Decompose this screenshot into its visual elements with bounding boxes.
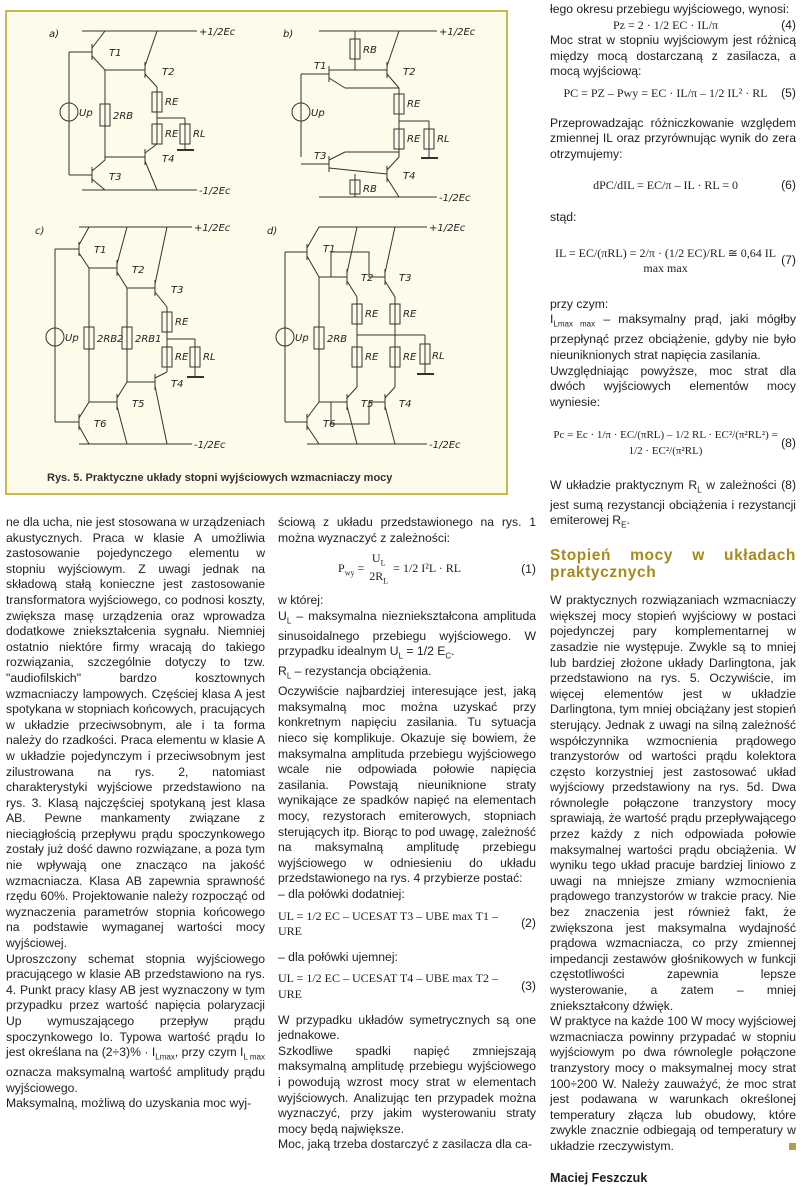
- paragraph: Moc strat w stopniu wyjściowym jest różnicą między mocą dostarczaną z zasilacza, a mocą wyjściową:: [550, 33, 796, 79]
- svg-text:-1/2Ec: -1/2Ec: [439, 193, 471, 204]
- svg-text:RE: RE: [365, 309, 379, 320]
- schematic-d: [267, 223, 466, 451]
- svg-text:RB: RB: [363, 184, 377, 195]
- svg-text:T4: T4: [403, 171, 416, 182]
- paragraph: Szkodliwe spadki napięć zmniejszają maksymalną amplitudę przebiegu wyjściowego i powodują wzrost mocy strat w elementach wyjściowych. Analizując ten przypadek można wyznaczyć, przy jakim wysterowaniu straty mocy będą największe.: [278, 1043, 536, 1136]
- equation-number: (1): [521, 561, 536, 576]
- svg-text:T4: T4: [399, 399, 412, 410]
- svg-text:RE: RE: [403, 352, 417, 363]
- svg-text:RE: RE: [407, 99, 421, 110]
- svg-text:RE: RE: [165, 129, 179, 140]
- svg-text:T2: T2: [361, 273, 374, 284]
- svg-text:RL: RL: [432, 351, 445, 362]
- svg-text:RE: RE: [365, 352, 379, 363]
- panel-label-d: d): [267, 226, 278, 237]
- svg-text:T3: T3: [399, 273, 412, 284]
- svg-text:T3: T3: [171, 285, 184, 296]
- svg-text:RE: RE: [407, 134, 421, 145]
- paragraph: W przypadku układów symetrycznych są one jednakowe.: [278, 1012, 536, 1043]
- svg-text:T1: T1: [314, 61, 327, 72]
- svg-text:T3: T3: [109, 172, 122, 183]
- svg-text:T2: T2: [403, 67, 416, 78]
- svg-text:RL: RL: [203, 352, 216, 363]
- paragraph: Maksymalną, możliwą do uzyskania moc wyj-: [6, 1096, 252, 1111]
- svg-text:RL: RL: [437, 134, 450, 145]
- paragraph: Uproszczony schemat stopnia wyjściowego pracującego w klasie AB przedstawiono na rys. 4. Punkt pracy klasy AB jest wyznaczony w tym przypadku przez wartość napięcia polaryzacji Up wymuszającego przepływ prądu spoczynkowego Io. Typowa wartość prądu Io jest określana na $(2\div 3)\% \cdot I_{Lmax}$, przy czym $I_{L max}$ oznacza maksymalną wartość amplitudy prądu wyjściowego.: [6, 951, 265, 1095]
- svg-text:T5: T5: [361, 399, 374, 410]
- svg-text:T4: T4: [171, 379, 184, 390]
- svg-text:Up: Up: [295, 333, 309, 344]
- column-3: [550, 2, 796, 1186]
- equation-4: Pz = 2 · 1/2 EC · IL/π (4): [612, 17, 796, 32]
- paragraph: stąd:: [550, 209, 577, 224]
- svg-text:+1/2Ec: +1/2Ec: [194, 223, 231, 234]
- svg-text:T1: T1: [109, 48, 122, 59]
- svg-text:RB: RB: [363, 45, 377, 56]
- schematics: [7, 12, 507, 462]
- source-a: Up: [79, 108, 93, 119]
- svg-text:Up: Up: [311, 108, 325, 119]
- svg-text:2RB: 2RB: [113, 111, 134, 122]
- column-2: [278, 515, 536, 1153]
- section-heading: Stopień mocy w układach praktycznych: [550, 547, 796, 582]
- equation-6: dPC/dIL = EC/π – IL · RL = 0 (6): [593, 178, 796, 193]
- paragraph: W praktyce na każde 100 W mocy wyjściowej wzmacniacza powinny przypadać w stopniu wyjściowym po dwa równolegle połączone tranzystory mocy o maksymalnej mocy strat 100÷200 W. Należy zauważyć, że moc strat jest podawana w warunkach określonej temperatury złącza lub obudowy, które zwykle znacznie odbiegają od temperatury w układzie rzeczywistym.: [550, 1014, 796, 1153]
- equation-7: IL = EC/(πRL) = 2/π · (1/2 EC)/RL ≅ 0,64 IL max max (7): [554, 245, 796, 276]
- figure-caption: Rys. 5. Praktyczne układy stopni wyjściowych wzmacniaczy mocy: [47, 472, 393, 484]
- column-1: [6, 515, 265, 1112]
- panel-label-b: b): [283, 29, 294, 40]
- equation-8: Pc = Ec · 1/π · EC/(πRL) – 1/2 RL · EC²/(π²RL²) = 1/2 · EC²/(π²RL) (8): [553, 429, 796, 457]
- paragraph: – dla połówki dodatniej:: [278, 886, 405, 901]
- paragraph: Moc, jaką trzeba dostarczyć z zasilacza dla ca-: [278, 1137, 533, 1152]
- svg-text:T1: T1: [94, 245, 107, 256]
- definition: $R_L$ – rezystancja obciążenia.: [278, 664, 432, 681]
- svg-text:T1: T1: [323, 244, 336, 255]
- panel-label-a: a): [49, 29, 60, 40]
- svg-text:RE: RE: [165, 97, 179, 108]
- svg-text:+1/2Ec: +1/2Ec: [429, 223, 466, 234]
- svg-text:-1/2Ec: -1/2Ec: [429, 440, 461, 451]
- panel-label-c: c): [35, 226, 45, 237]
- schematic-c: [35, 223, 231, 451]
- author: Maciej Feszczuk: [550, 1170, 648, 1185]
- paragraph: w której:: [278, 592, 324, 607]
- svg-text:T2: T2: [132, 265, 145, 276]
- svg-text:Up: Up: [65, 333, 79, 344]
- svg-text:RL: RL: [193, 129, 206, 140]
- paragraph: – dla połówki ujemnej:: [278, 949, 398, 964]
- svg-text:2RB2: 2RB2: [97, 334, 124, 345]
- definition: $U_L$ – maksymalna niezniekształcona amplituda sinusoidalnego przebiegu wyjściowego. W przypadku idealnym $U_L = 1/2$ $E_C$.: [278, 608, 536, 661]
- svg-text:T5: T5: [132, 399, 145, 410]
- paragraph: ściową z układu przedstawionego na rys. 1 można wyznaczyć z zależności:: [278, 515, 536, 545]
- svg-text:2RB: 2RB: [327, 334, 348, 345]
- paragraph: łego okresu przebiegu wyjściowego, wynosi:: [550, 2, 790, 16]
- paragraph: W praktycznych rozwiązaniach wzmacniaczy większej mocy stopień wyjściowy w postaci pojedynczej pary komplementarnej w zasadzie nie występuje. Zwykle są to mniej lub bardziej złożone układy Darlingtona, jak przedstawiono na rys. 5. Oczywiście, im więcej elementów jest w układzie Darlingtona, tym mniej obciążany jest stopień sterujący. Jednak z uwagi na silną zależność współczynnika wzmocnienia prądowego tranzystorów od wartości prądu kolektora często korzystniej jest zastosować układ wyjściowy przedstawiony na rys. 5d. Dwa równolegle połączone tranzystory mocy sprawiają, że wartość prądu przepływającego przez każdy z nich odpowiada połowie maksymalnej wartości prądu obciążenia. W wyniku tego układ pracuje bardziej liniowo z uwagi na mniejsze zmiany wzmocnienia prądowego tranzystorów w trakcie pracy. Nie bez znaczenia jest również fakt, że zwiększona jest maksymalna wydajność prądowa wzmacniacza, co przy zmiennej impedancji zestawów głośnikowych w funkcji częstotliwości zapewnia lepsze wysterowanie, a zatem – mniej zniekształcony dźwięk.: [550, 593, 796, 1013]
- svg-text:2RB1: 2RB1: [135, 334, 162, 345]
- svg-text:T4: T4: [162, 154, 175, 165]
- paragraph: Przeprowadzając różniczkowanie względem zmiennej IL oraz przyrównując wynik do zera otrzymujemy:: [550, 115, 796, 161]
- svg-text:T6: T6: [323, 419, 336, 430]
- svg-text:RE: RE: [175, 317, 189, 328]
- paragraph: ne dla ucha, nie jest stosowana w urządzeniach akustycznych. Praca w klasie A umożliwia zastosowanie pojedynczego elementu w stopniu wyjściowym. Z uwagi jednak na składową stałą konieczne jest zastosowanie transformatora wyjściowego, co podnosi koszty, zwiększa masę urządzenia oraz wprowadza dodatkowe zniekształcenia sygnału. Niemniej ostatnio niektóre firmy wracają do takiego rozwiązania, szczególnie dotyczy to tzw. "audiofilskich" bardzo kosztownych wzmacniaczy lampowych. Częściej klasa A jest spotykana w stopniach końcowych, pracujących w układzie przeciwsobnym, ale i ta forma należy do rzadkości. Praca elementu w klasie A w układzie pojedynczym i przeciwsobnym jest zilustrowana na rys. 2, natomiast charakterystyki wyjściowe przedstawiono na rys. 3. Klasą najczęściej spotykaną jest klasa AB. Pewne mankamenty związane z nieciągłością przepływu prądu spoczynkowego zostały już dość dawno rozwiązane, a poza tym nie wpływają one znacząco na jakość wzmacniacza. Klasa AB zapewnia sprawność rzędu 60%. Projektowanie należy rozpocząć od wyznaczenia parametrów stopnia końcowego na podstawie wymaganej wartości mocy wyjściowej.: [6, 515, 265, 951]
- definition: $I_{Lmax max}$ – maksymalny prąd, jaki mógłby przepłynąć przez obciążenie, gdyby nie było nieuniknionych strat napięcia zasilania.: [550, 312, 796, 362]
- svg-text:+1/2Ec: +1/2Ec: [439, 27, 476, 38]
- paragraph: Oczywiście najbardziej interesujące jest, jaką maksymalną moc można uzyskać przy konkretnym napięciu zasilania. Tu sytuacja nieco się komplikuje. Okazuje się bowiem, że maksymalna amplituda przebiegu wyjściowego wcale nie odpowiada połowie napięcia zasilania. Powstają nieuniknione straty wynikające ze spadków napięć na elementach mocy, rezystorach emiterowych, stopniach sterujących itp. Biorąc to pod uwagę, zależność na maksymalną amplitudę przebiegu wyjściowego w odniesieniu do układu przedstawionego na rys. 4 przybierze postać:: [278, 684, 536, 886]
- equation-5: PC = PZ – Pwy = EC · IL/π – 1/2 IL² · RL (5): [563, 85, 796, 100]
- svg-text:RE: RE: [175, 352, 189, 363]
- schematic-a: [49, 27, 236, 197]
- rail-bottom-a: -1/2Ec: [199, 186, 231, 197]
- svg-text:T2: T2: [162, 67, 175, 78]
- equation-2: UL = 1/2 EC – UCESAT T3 – UBE max T1 – URE (2): [278, 908, 536, 939]
- end-of-article-icon: [789, 1143, 796, 1150]
- equation-1: $P_{wy}$ = $U_L$ $2R_L$ = 1/2 I²L · RL (1): [338, 551, 536, 585]
- figure-rys5: [5, 10, 508, 495]
- svg-text:-1/2Ec: -1/2Ec: [194, 440, 226, 451]
- paragraph: W układzie praktycznym $R_L$ w zależności (8) jest sumą rezystancji obciążenia i rezystancji emiterowej $R_E$.: [550, 477, 796, 530]
- paragraph: Uwzględniając powyższe, moc strat dla dwóch wyjściowych elementów mocy wyniesie:: [550, 363, 796, 409]
- svg-text:T3: T3: [314, 151, 327, 162]
- schematic-b: [283, 27, 476, 204]
- rail-top-a: +1/2Ec: [199, 27, 236, 38]
- svg-text:T6: T6: [94, 419, 107, 430]
- equation-3: UL = 1/2 EC – UCESAT T4 – UBE max T2 – URE (3): [278, 971, 536, 1001]
- paragraph: przy czym:: [550, 296, 609, 311]
- svg-text:RE: RE: [403, 309, 417, 320]
